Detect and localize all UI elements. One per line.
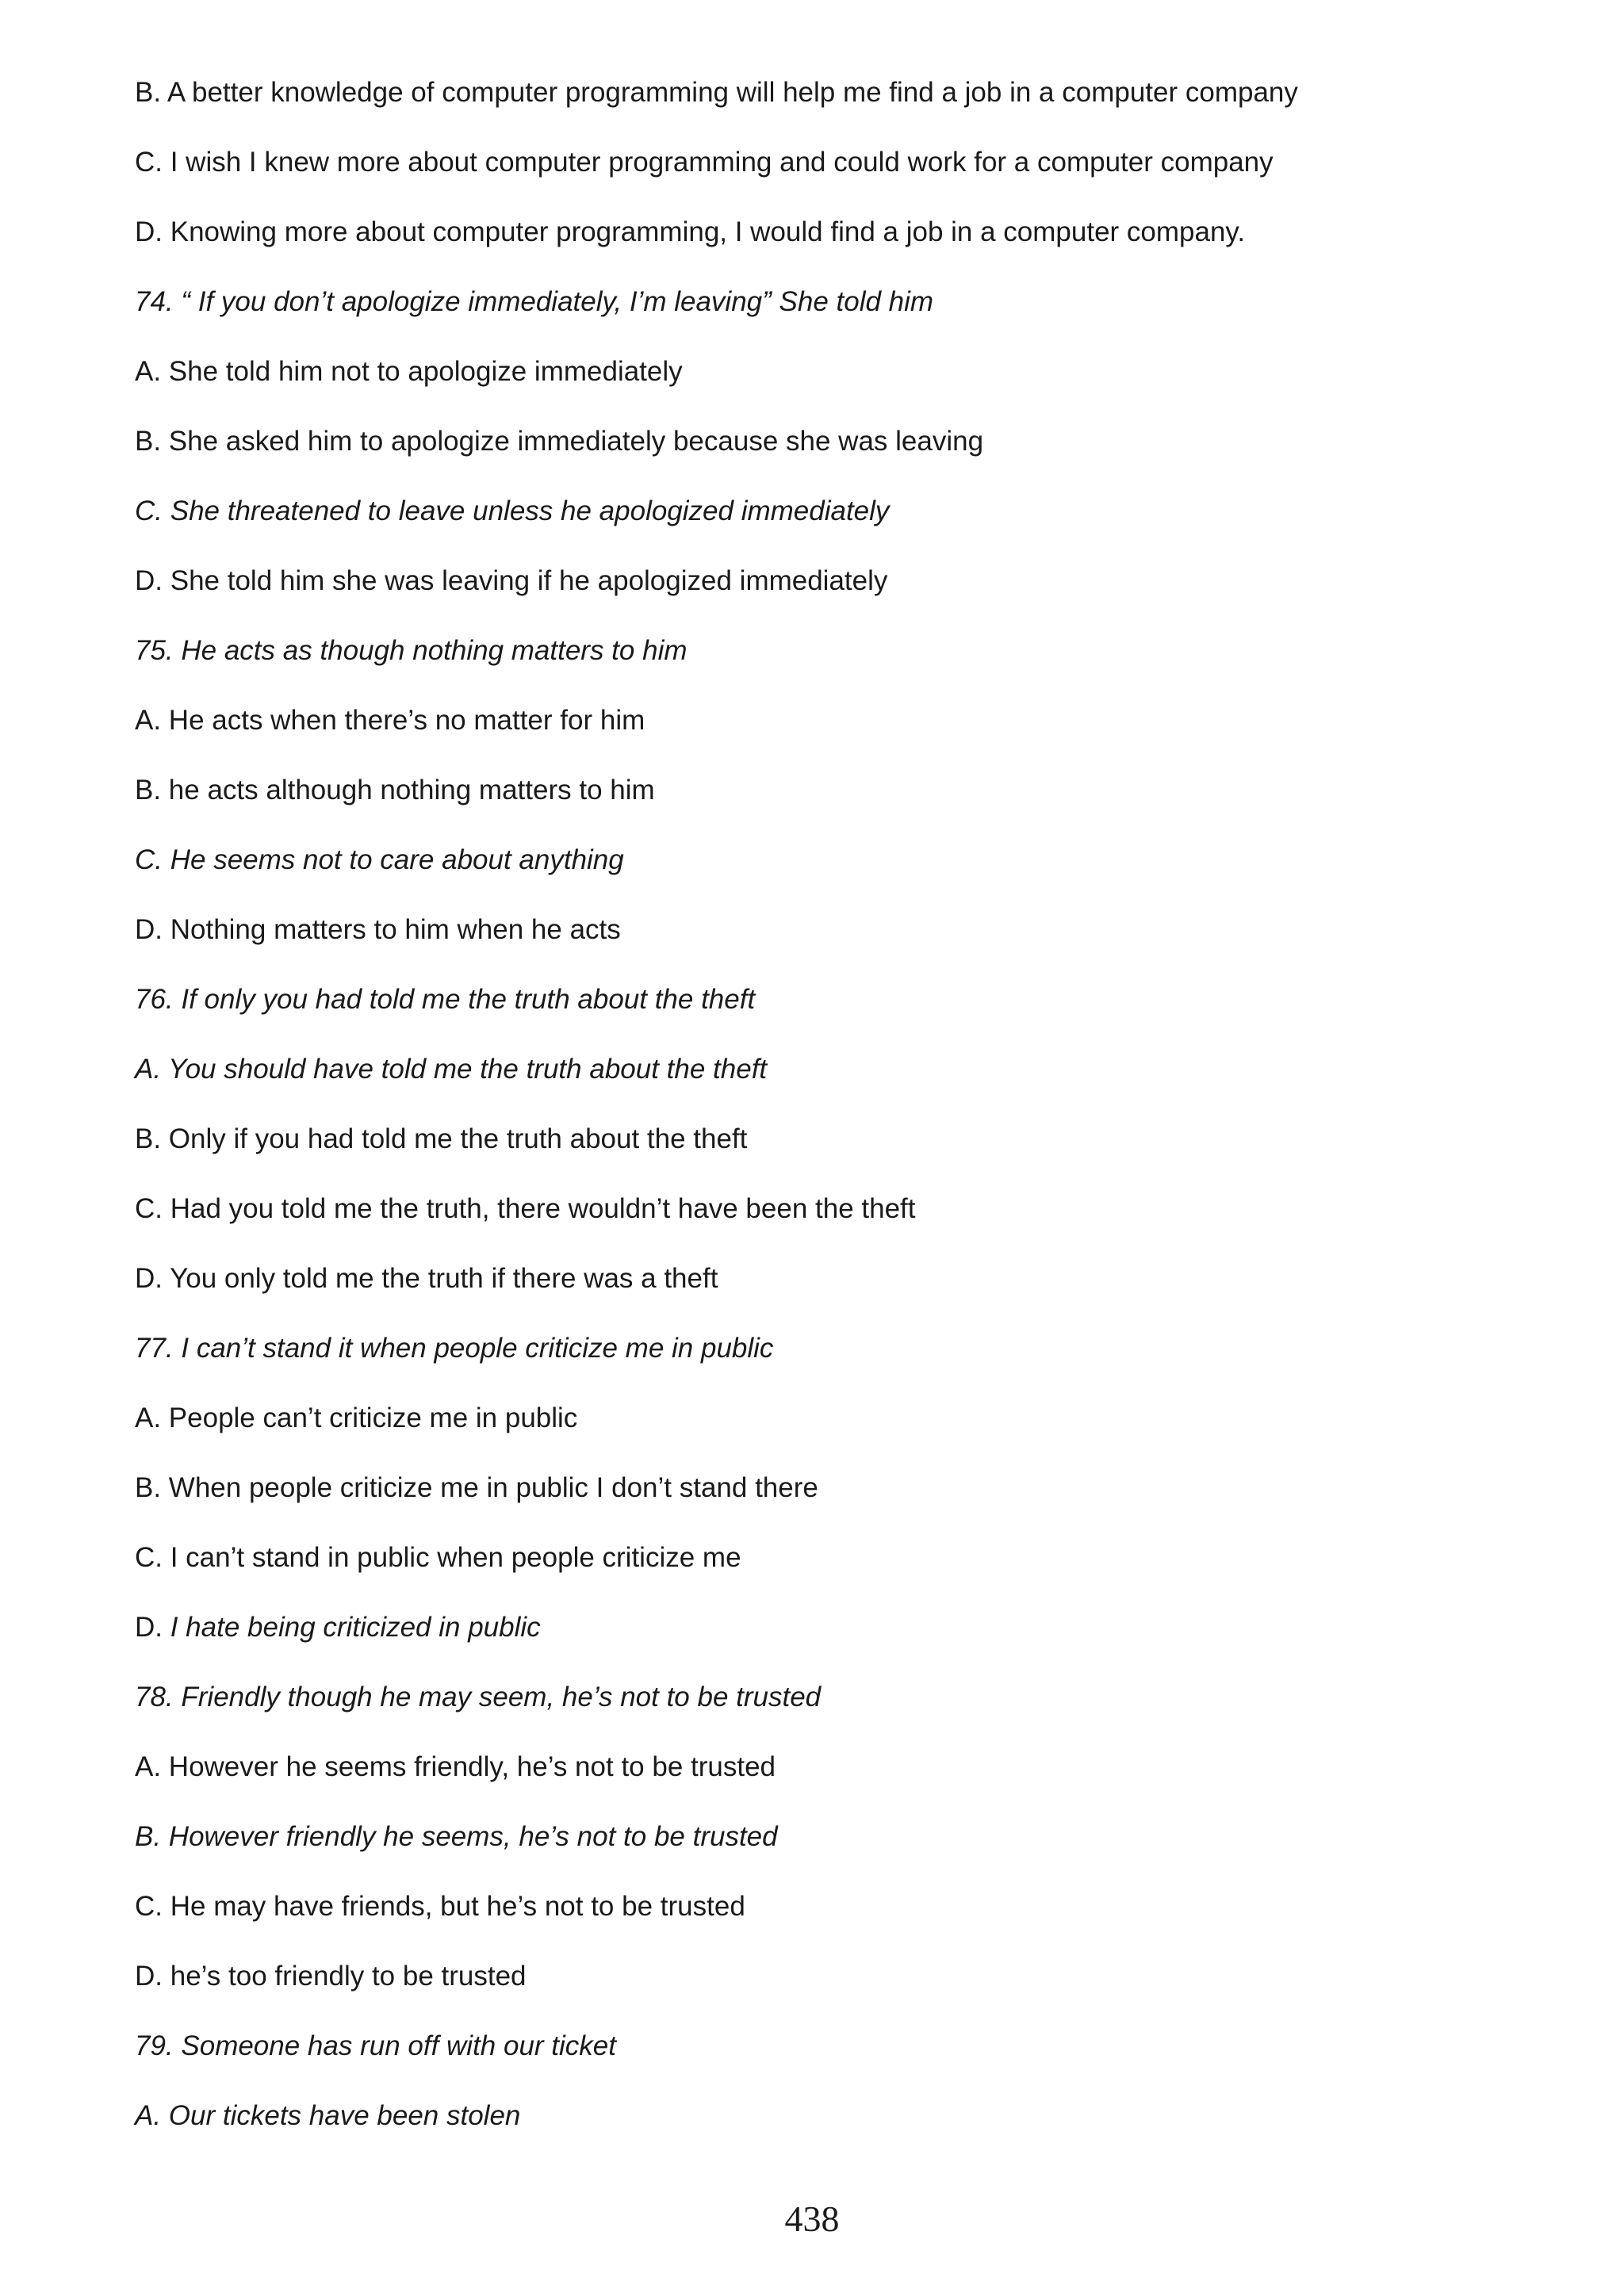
option-line: B. She asked him to apologize immediately because she was leaving [135, 426, 984, 457]
option-line: C. I wish I knew more about computer programming and could work for a computer company [135, 147, 1274, 178]
question-74: 74. “ If you don’t apologize immediately, I’m leaving” She told him [135, 286, 934, 317]
option-line: D. She told him she was leaving if he apologized immediately [135, 565, 888, 596]
option-line: D. he’s too friendly to be trusted [135, 1961, 527, 1992]
answer-line: C. She threatened to leave unless he apologized immediately [135, 496, 890, 526]
answer-line: A. Our tickets have been stolen [135, 2100, 521, 2131]
page-number: 438 [784, 2198, 840, 2239]
question-76: 76. If only you had told me the truth about the theft [135, 984, 756, 1015]
option-line: B. Only if you had told me the truth about the theft [135, 1123, 748, 1154]
option-letter: D. [135, 1612, 170, 1643]
option-line: C. I can’t stand in public when people criticize me [135, 1542, 741, 1573]
answer-line: A. You should have told me the truth about the theft [135, 1054, 768, 1085]
option-line: D. Knowing more about computer programming, I would find a job in a computer company. [135, 216, 1246, 247]
answer-line: B. However friendly he seems, he’s not to be trusted [135, 1821, 778, 1852]
answer-line [135, 1612, 541, 1644]
question-78: 78. Friendly though he may seem, he’s not to be trusted [135, 1682, 822, 1712]
option-line: B. A better knowledge of computer programming will help me find a job in a computer company [135, 77, 1298, 108]
option-line: A. She told him not to apologize immediately [135, 356, 683, 387]
question-75: 75. He acts as though nothing matters to him [135, 635, 688, 666]
option-line: B. When people criticize me in public I don’t stand there [135, 1472, 818, 1503]
answer-text: I hate being criticized in public [170, 1612, 541, 1643]
option-line: B. he acts although nothing matters to him [135, 775, 655, 806]
option-line: D. Nothing matters to him when he acts [135, 914, 621, 945]
option-line: A. He acts when there’s no matter for him [135, 705, 645, 736]
option-line: C. He may have friends, but he’s not to be trusted [135, 1891, 745, 1922]
option-line: D. You only told me the truth if there was a theft [135, 1263, 718, 1294]
option-line: C. Had you told me the truth, there wouldn’t have been the theft [135, 1193, 916, 1224]
question-77: 77. I can’t stand it when people criticize me in public [135, 1333, 774, 1364]
answer-line: C. He seems not to care about anything [135, 844, 624, 875]
option-line: A. However he seems friendly, he’s not to be trusted [135, 1751, 776, 1782]
question-79: 79. Someone has run off with our ticket [135, 2030, 616, 2061]
option-line: A. People can’t criticize me in public [135, 1402, 578, 1433]
